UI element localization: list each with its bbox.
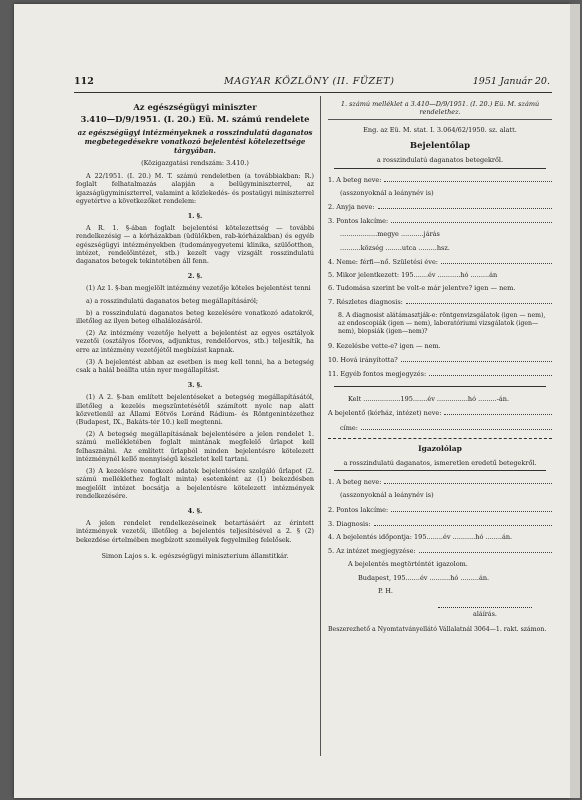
section-4-heading: 4. §.	[187, 506, 203, 515]
right-column	[328, 100, 552, 640]
form-field-8: 8. A diagnosist alátámasztják-e: röntgenvizsgálatok (igen — nem), az endoscopiák (igen — nem), laboratóriumi vizsgálatok (igen—nem), biopsiák (igen—nem)?	[338, 311, 546, 335]
certificate-subtitle: a rosszindulatú daganatos, ismeretlen eredetű betegekről.	[343, 459, 537, 468]
page-number: 112	[74, 76, 94, 87]
section-2-item-a: a) a rosszindulatú daganatos beteg megállapításáról;	[86, 296, 259, 305]
section-2-para-2: (2) Az intézmény vezetője helyett a bejelentést az egyes osztályok vezetői (osztályos főorvos, adjunktus, rendelőorvos, stb.) teljesítik, ha erre az intézmény vezetőjétől megbízást kapnak.	[76, 329, 314, 354]
section-3-heading: 3. §.	[187, 381, 203, 390]
form-sender-address: címe:	[340, 423, 552, 432]
cert-field-3: 3. Diagnosis:	[328, 519, 552, 528]
admin-number: (Közigazgatási rendszám: 3.410.)	[141, 159, 249, 167]
form-field-11: 11. Egyéb fontos megjegyzés:	[328, 369, 552, 378]
form-title: Bejelentőlap	[409, 141, 471, 152]
column-divider	[320, 96, 321, 756]
section-2-item-b: b) a rosszindulatú daganatos beteg kezelésére vonatkozó adatokról, illetőleg az ilyen beteg elhalálozásáról.	[76, 308, 314, 326]
certificate-title: Igazolólap	[418, 443, 462, 453]
section-3-para-1: (1) A 2. §-ban említett bejelentéseket a betegség megállapításától, illetőleg a kezelés megszüntetésétől számított nyolc nap alatt közvetlenül az Állami Eötvös Loránd Rádium- és Röntgenintézethez (Budapest, IX., Bakáts-tér 10.) kell megtenni.	[76, 393, 314, 427]
page-edge	[570, 4, 580, 798]
document-page	[14, 4, 570, 798]
form-blank-line	[334, 386, 546, 387]
section-3-para-2: (2) A betegség megállapításának bejelentésére a jelen rendelet 1. számú mellékletében foglalt mintának megfelelő űrlapot kell felhasználni. Az említett űrlapból minden bejelentésre kötelezett intézménynél kellő mennyiségű készletet kell tartani.	[76, 430, 314, 463]
cert-date-line: Budapest, 195.......év ..........hó .........án.	[358, 573, 490, 582]
form-field-3-street: ..........község ........utca .........hsz.	[340, 243, 450, 252]
cert-stamp: P. H.	[378, 586, 393, 595]
cert-field-5: 5. Az intézet megjegyzése:	[328, 546, 552, 555]
form-field-6: 6. Tudomása szerint be volt-e már jelentve? igen — nem.	[328, 284, 516, 293]
section-1-text: A R. 1. §-ában foglalt bejelentési kötelezettség — további rendelkezésig — a kórházakban (üdülőkben, rab-kórházakban) és egyéb egészségügyi intézményekben (tudományegyetemi klinika, szülőotthon, intézet, rendelőintézet, stb.) kezelt vagy vizsgált rosszindulatú daganatos betegek tekintetében áll fenn.	[76, 224, 314, 266]
certificate-divider	[334, 470, 546, 471]
form-separator	[328, 438, 552, 439]
section-4-text: A jelen rendelet rendelkezéseinek betartásáért az érintett intézmények vezetői, illetőleg a bejelentés teljesítésével a 2. § (2) bekezdése értelmében megbízott személyek fegyelmileg felelősek.	[76, 519, 314, 544]
issue-date: 1951 Január 20.	[472, 76, 550, 87]
form-field-7: 7. Részletes diagnosis:	[328, 297, 552, 306]
cert-signature-label: aláírás.	[473, 610, 497, 619]
form-field-4: 4. Neme: férfi—nő. Születési éve:	[328, 257, 552, 266]
form-field-3-county: ..................megye ...........járás	[340, 230, 440, 239]
cert-field-1: 1. A beteg neve:	[328, 477, 552, 486]
form-field-9: 9. Kezelésbe vette-e? igen — nem.	[328, 341, 441, 350]
form-field-5: 5. Mikor jelentkezett: 195.......év ...........hó .........án	[328, 271, 498, 280]
decree-issuer: Az egészségügyi miniszter	[133, 102, 257, 112]
cert-field-2: 2. Pontos lakcíme:	[328, 505, 552, 514]
form-field-10: 10. Hová irányította?	[328, 355, 552, 364]
left-column	[76, 100, 314, 560]
form-subtitle: a rosszindulatú daganatos betegekről.	[376, 156, 504, 165]
section-2-para-3: (3) A bejelentést abban az esetben is meg kell tenni, ha a betegség csak a halál beállta után nyer megállapítást.	[76, 357, 314, 375]
form-field-1-note: (asszonyoknál a leánynév is)	[340, 188, 434, 197]
form-date-line: Kelt ..................195.......év ...............hó .........-án.	[348, 395, 510, 404]
cert-confirmation: A bejelentés megtörténtét igazolom.	[348, 560, 468, 569]
section-2-para-1: (1) Az 1. §-ban megjelölt intézmény vezetője köteles bejelentést tenni	[86, 284, 311, 293]
decree-intro: A 22/1951. (I. 20.) M. T. számú rendeletben (a továbbiakban: R.) foglalt felhatalmazás alapján a belügyminiszterrel, az igazságügyminiszterrel, valamint a közlekedés- és postaügyi miniszterrel egyetértve a következőket rendelem:	[76, 172, 314, 205]
cert-signature-line	[438, 607, 532, 608]
form-field-3: 3. Pontos lakcíme:	[328, 216, 552, 225]
decree-subject: az egészségügyi intézményeknek a rosszindulatú daganatos megbetegedésekre vonatkozó bejelentési kötelezettsége tárgyában.	[77, 128, 313, 155]
annex-note: 1. számú melléklet a 3.410—D/9/1951. (I. 20.) Eü. M. számú rendelethez.	[328, 100, 552, 120]
section-2-heading: 2. §.	[187, 272, 203, 281]
publication-title: MAGYAR KÖZLÖNY (II. FÜZET)	[224, 76, 395, 87]
form-sender: A bejelentő (kórház, intézet) neve:	[328, 408, 552, 417]
cert-field-1-note: (asszonyoknál a leánynév is)	[340, 491, 434, 500]
cert-field-4: 4. A bejelentés időpontja: 195........év ...........hó ........án.	[328, 533, 513, 542]
section-1-heading: 1. §.	[187, 212, 203, 221]
approval-ref: Eng. az Eü. M. stat. I. 3.064/62/1950. sz. alatt.	[363, 126, 517, 134]
form-field-2: 2. Anyja neve:	[328, 202, 552, 211]
page-header	[74, 74, 552, 93]
printer-note: Beszerezhető a Nyomtatványellátó Vállalatnál 3064—1. rakt. számon.	[328, 626, 547, 634]
signature-line: Simon Lajos s. k. egészségügyi miniszterium államtitkár.	[101, 551, 289, 560]
form-divider	[334, 168, 546, 169]
section-3-para-3: (3) A kezelésre vonatkozó adatok bejelentésére szolgáló űrlapot (2. számú melléklethez foglalt minta) esetenként az (1) bekezdésben megjelölt intézet bocsátja a bejelentésre kötelezett intézmények rendelkezésére.	[76, 467, 314, 500]
decree-number: 3.410—D/9/1951. (I. 20.) Eü. M. számú rendelete	[80, 114, 310, 124]
form-field-1: 1. A beteg neve:	[328, 175, 552, 184]
